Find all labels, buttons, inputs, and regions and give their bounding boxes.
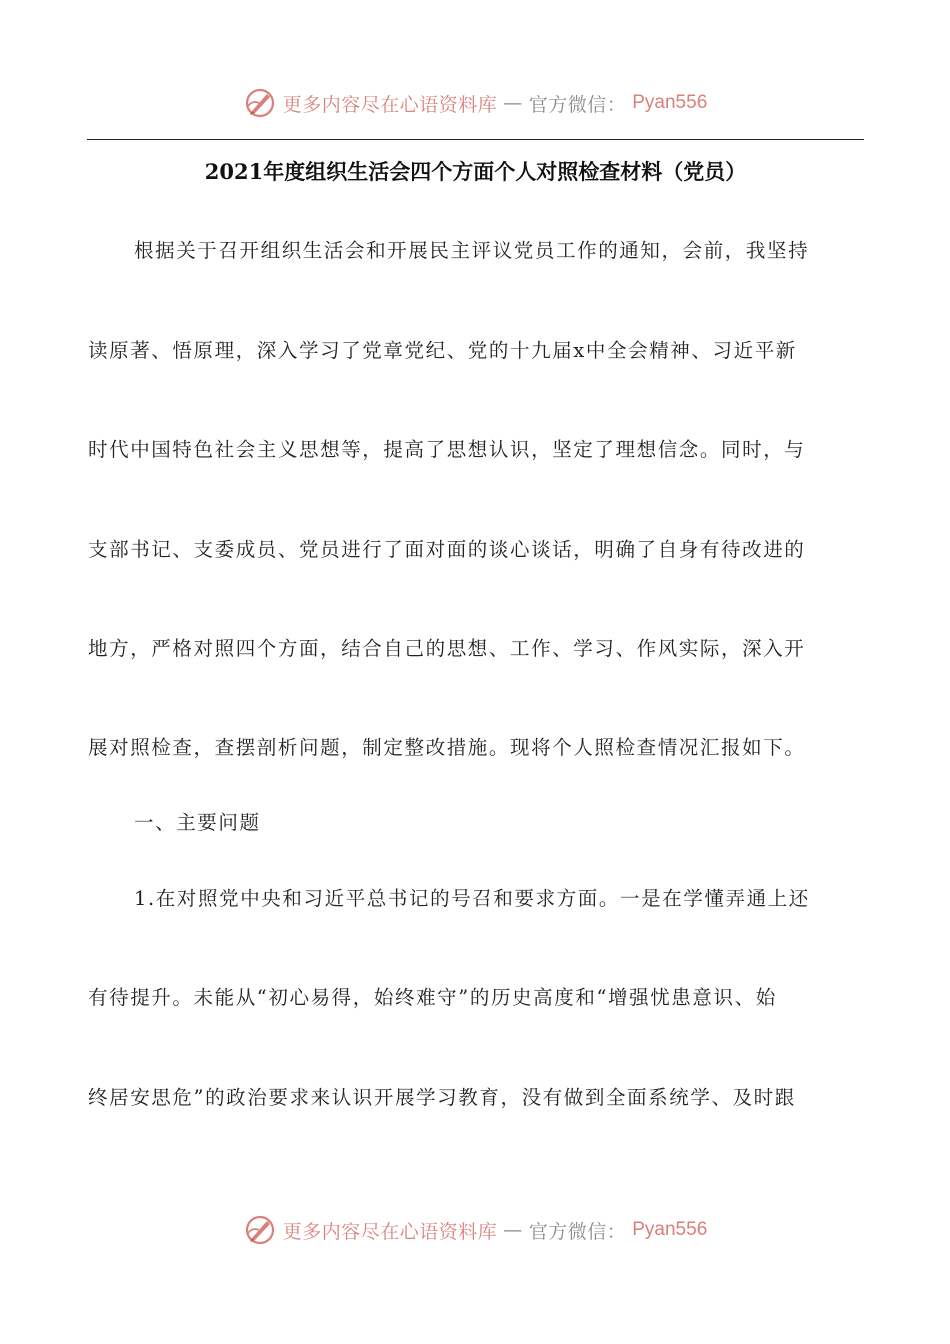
paragraph-line: 终居安思危”的政治要求来认识开展学习教育，没有做到全面系统学、及时跟 — [88, 1086, 796, 1109]
document-title: 2021年度组织生活会四个方面个人对照检查材料（党员） — [204, 159, 747, 184]
watermark-wechat-id: Pyan556 — [632, 1219, 708, 1240]
header-rule — [87, 139, 864, 140]
watermark-dash: — — [503, 1219, 523, 1241]
paragraph-line: 展对照检查，查摆剖析问题，制定整改措施。现将个人照检查情况汇报如下。 — [88, 736, 806, 759]
watermark-dash: — — [503, 92, 523, 114]
watermark-sub-text: 官方微信： — [528, 93, 627, 116]
paragraph-line: 时代中国特色社会主义思想等，提高了思想认识，坚定了理想信念。同时，与 — [88, 438, 806, 461]
watermark-main-text: 更多内容尽在心语资料库 — [282, 1220, 498, 1243]
paragraph-line: 有待提升。未能从“初心易得，始终难守”的历史高度和“增强忧患意识、始 — [88, 986, 777, 1009]
watermark-wechat-id: Pyan556 — [632, 92, 708, 113]
watermark-banner-top — [0, 83, 950, 123]
paragraph-line: 支部书记、支委成员、党员进行了面对面的谈心谈话，明确了自身有待改进的 — [88, 538, 806, 561]
pen-logo-icon — [243, 1213, 277, 1247]
pen-logo-icon — [243, 86, 277, 120]
watermark-main-text: 更多内容尽在心语资料库 — [282, 93, 498, 116]
watermark-sub-text: 官方微信： — [528, 1220, 627, 1243]
paragraph-line: 地方，严格对照四个方面，结合自己的思想、工作、学习、作风实际，深入开 — [88, 637, 806, 660]
paragraph-line: 读原著、悟原理，深入学习了党章党纪、党的十九届x中全会精神、习近平新 — [88, 339, 797, 362]
section-heading: 一、主要问题 — [134, 811, 261, 834]
watermark-banner-bottom — [0, 1210, 950, 1250]
paragraph-line: 1.在对照党中央和习近平总书记的号召和要求方面。一是在学懂弄通上还 — [134, 887, 810, 910]
paragraph-line: 根据关于召开组织生活会和开展民主评议党员工作的通知，会前，我坚持 — [134, 239, 810, 262]
